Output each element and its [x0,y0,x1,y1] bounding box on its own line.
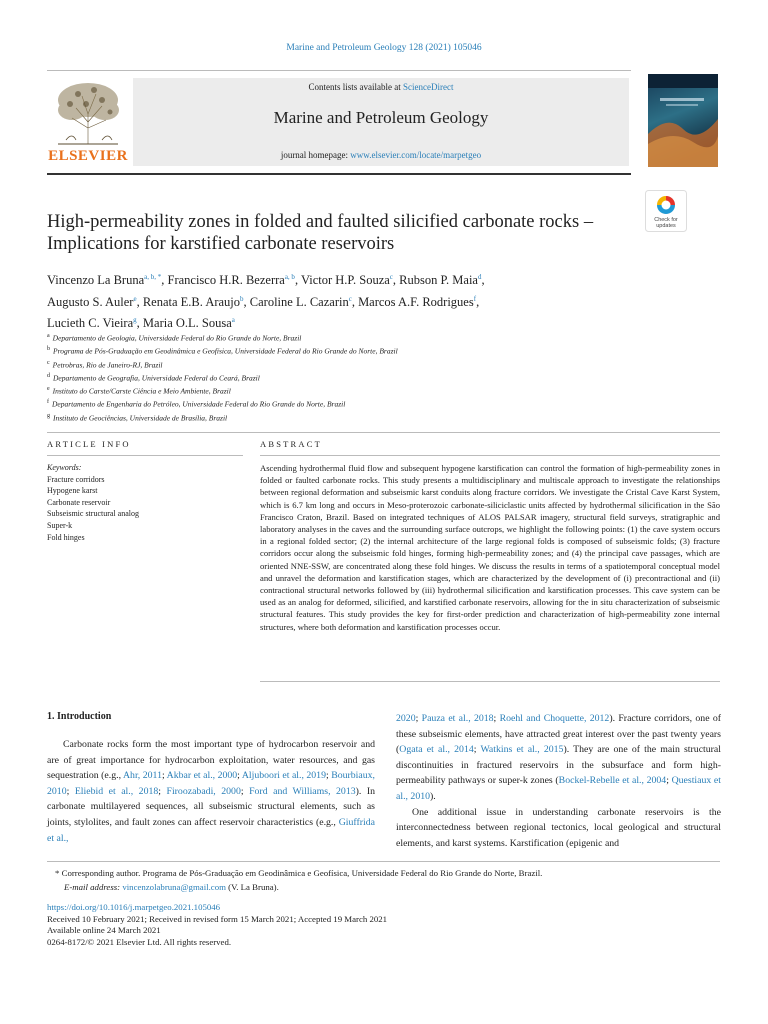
keyword-item: Fold hinges [47,532,85,542]
keywords-block [47,462,247,543]
citation-link[interactable]: Questiaux et al., 2010 [396,775,722,802]
citation-link[interactable]: Ford and Williams, 2013 [249,785,356,797]
corresponding-text: Corresponding author. Programa de Pós-Graduação em Geodinâmica e Geofísica, Universidade Federal do Rio Grande do Norte, Brazil. [61,868,543,878]
affiliation-mark: f [47,399,49,406]
email-line [47,880,727,894]
author-name[interactable]: Augusto S. Auler [47,294,134,309]
introduction-heading: 1. Introduction [47,711,112,722]
author-separator: , [476,294,480,309]
elsevier-wordmark: ELSEVIER [48,148,128,164]
section-rule [47,432,720,433]
affiliation-mark: g [47,412,50,419]
keywords-list [47,474,247,544]
author-affiliation-mark[interactable]: d [477,273,482,281]
author-name[interactable]: Maria O.L. Sousa [142,316,232,331]
tree-icon [48,78,128,148]
paragraph: One additional issue in understanding carbonate reservoirs is the interconnectedness between regional tectonics, local geological and structural elements, and karst systems. Karstification (epigenic and [396,806,721,849]
citation-link[interactable]: Ahr, 2011 [122,770,162,782]
abstract-bottom-rule [260,681,720,682]
citation-link[interactable]: Ogata et al., 2014 [399,744,474,756]
body-text: ; [493,713,500,724]
homepage-link[interactable]: www.elsevier.com/locate/marpetgeo [350,150,482,160]
affiliation-item [47,358,667,371]
abstract-heading: ABSTRACT [260,439,322,449]
author-separator: , [351,294,359,309]
author-list [47,268,667,333]
affiliation-mark: e [47,386,50,393]
affiliation-text: Instituto do Carste/Carste Ciência e Meio Ambiente, Brazil [52,386,231,396]
citation-link[interactable]: Bockel-Rebelle et al., 2004 [558,775,667,787]
body-text: ; [325,770,332,782]
citation-link[interactable]: Akbar et al., 2000 [166,770,238,782]
author-separator: , [392,273,400,288]
affiliation-text: Petrobras, Rio de Janeiro-RJ, Brazil [52,360,163,370]
contents-prefix: Contents lists available at [308,82,403,92]
author-affiliation-mark[interactable]: b [240,294,244,303]
author-name[interactable]: Renata E.B. Araujo [142,294,241,309]
abstract-rule [260,455,720,456]
article-title: High-permeability zones in folded and faulted silicified carbonate rocks – Implications for karstified carbonate reservoirs [47,212,594,254]
article-info-heading: ARTICLE INFO [47,439,131,449]
affiliation-item [47,384,667,397]
header-top-rule [47,70,631,71]
keyword-item: Subseismic structural analog [47,509,139,519]
author-separator: , [294,273,301,288]
keyword-item: Fracture corridors [47,474,105,484]
footnote-rule [47,861,720,862]
affiliation-text: Departamento de Engenharia do Petróleo, Universidade Federal do Rio Grande do Norte, Brazil [52,399,346,409]
body-text: Carbonate rocks form the most important type of hydrocarbon reservoir and are of great importance for hydrocarbon exploitation, water resources, and gas sequestration (e.g., [47,739,375,782]
body-text: ; [240,785,250,797]
body-text: ). [430,790,436,802]
copyright: 0264-8172/© 2021 Elsevier Ltd. All rights reserved. [47,936,232,947]
author-name[interactable]: Vincenzo La Bruna [47,273,145,288]
affiliation-mark: d [47,372,50,379]
author-separator: , [481,273,485,288]
body-text: ). In carbonate multilayered sequences, all subseismic structural elements, such as joints, stylolites, and fault zones can affect reservoir characteristics (e.g., [47,785,376,828]
author-name[interactable]: Caroline L. Cazarin [249,294,349,309]
journal-homepage-line [133,150,629,160]
author-separator: , [161,273,168,288]
body-column-right [396,711,721,851]
crossmark-badge[interactable] [645,190,687,232]
author-affiliation-mark[interactable]: a, b [284,273,295,281]
author-name[interactable]: Victor H.P. Souza [300,273,390,288]
available-online: Available online 24 March 2021 [47,925,161,935]
body-column-left [47,737,375,846]
affiliation-mark: b [47,346,50,353]
author-separator: , [136,316,143,331]
affiliation-mark: c [47,359,50,366]
email-label: E-mail address: [64,882,121,892]
keyword-item: Super-k [47,520,73,530]
author-affiliation-mark[interactable]: f [473,294,477,303]
doi-link[interactable]: https://doi.org/10.1016/j.marpetgeo.2021.105046 [47,902,221,912]
citation-link[interactable]: Aljuboori et al., 2019 [241,770,326,782]
citation-link[interactable]: Firoozabadi, 2000 [166,785,241,797]
corresponding-footnote [47,866,727,894]
journal-title: Marine and Petroleum Geology [273,108,489,127]
citation-link[interactable]: Eliebid et al., 2018 [74,785,159,797]
citation-link[interactable]: Bourbiaux, 2010 [47,770,375,797]
journal-citation[interactable]: Marine and Petroleum Geology 128 (2021) 105046 [286,43,482,53]
author-name[interactable]: Lucieth C. Vieira [47,316,134,331]
body-text: ; [415,713,422,724]
body-text: ; [237,770,242,782]
author-name[interactable]: Rubson P. Maia [399,273,478,288]
abstract-text: Ascending hydrothermal fluid flow and subsequent hypogene karstification can control the formation of high-permeability zones in folded or faulted carbonate rocks. This study presents a multidisciplinary and multiscale approach to investigate the relationships between regional deformation and subseismic karst conduits along fracture corridors. We investigate the Cristal Cave Karst System, which is 6.7 km long and occurs in Meso-proterozoic carbonate-siliciclastic units affected by hydrothermal silicification in the São Francisco Craton, Brazil. Based on integrated techniques of ALOS PALSAR imagery, structural field surveys, stratigraphic and laboratory analyses in the caves and the surrounding surface outcrops, we highlight the following points: (1) the cave system occurs in a regional folded sector; (2) the internal architecture of the large regional folds is composed of subseismic folds; (3) fracture corridors occur along the subseismic fold hinges, forming high-permeability zones; and (4) the principal cave passages, which are oriented NNE-SSW, are concentrated along these fold hinges. We discuss the results in terms of a spatiotemporal conceptual model and unravel the deformation and karstification stages, which are characterized by the development of (i) precontractional and (ii) contractional structural networks followed by (iii) hydrothermal silicification and karstification processes. This cave system can be used as an analog for deformed, silicified, and karstified carbonate reservoirs, allowing for the in situ characterization of subseismic structural features. This study provides the key for first-order prediction and characterization of high-permeability zone internal structures, where both deformation and karstification processes occur. [260,463,720,632]
citation-link[interactable]: Giuffrida et al., [47,816,375,844]
received-dates: Received 10 February 2021; Received in revised form 15 March 2021; Accepted 19 March 2021 [47,913,388,924]
author-affiliation-mark[interactable]: e [133,294,137,303]
author-affiliation-mark[interactable]: a, b, * [144,273,162,281]
author-name[interactable]: Francisco H.R. Bezerra [167,273,285,288]
keyword-item: Carbonate reservoir [47,497,111,507]
author-separator: , [243,294,250,309]
body-text: ; [473,744,481,756]
citation-link[interactable]: Roehl and Choquette, 2012 [499,713,610,724]
affiliation-item [47,371,667,384]
body-text: ). They are one of the main structural discontinuities in fractured reservoirs in the subsurface and form high-permeability pathways or super-k zones ( [396,744,721,787]
body-text: ; [161,770,167,782]
email-suffix: (V. La Bruna). [228,882,279,892]
affiliation-item [47,344,667,357]
body-text: ; [66,785,75,797]
paragraph [47,737,375,846]
affiliation-text: Departamento de Geologia, Universidade Federal do Rio Grande do Norte, Brazil [52,333,302,343]
publication-info [47,902,727,948]
journal-cover-image[interactable] [648,74,718,167]
affiliation-item [47,331,667,344]
affiliation-text: Instituto de Geociências, Universidade de Brasília, Brazil [53,413,228,423]
corresponding-mark: * [55,868,60,878]
affiliation-mark: a [47,333,50,339]
author-affiliation-mark[interactable]: c [389,273,393,281]
affiliation-list [47,331,667,424]
citation-link[interactable]: 2020 [396,713,416,724]
paragraph [396,711,721,805]
author-separator: , [136,294,143,309]
crossmark-label: Check for updates [654,217,678,229]
affiliation-text: Programa de Pós-Graduação em Geodinâmica e Geofísica, Universidade Federal do Rio Grande do Norte, Brazil [53,346,398,356]
author-affiliation-mark[interactable]: a [231,316,235,325]
email-link[interactable]: vincenzolabruna@gmail.com [122,882,226,892]
corresponding-line [47,866,727,880]
author-affiliation-mark[interactable]: c [348,294,352,303]
header-bottom-rule [47,173,631,175]
body-text: ; [158,785,167,797]
author-affiliation-mark[interactable]: g [133,316,137,325]
author-name[interactable]: Marcos A.F. Rodrigues [358,294,474,309]
affiliation-item [47,397,667,410]
keyword-item: Hypogene karst [47,486,98,496]
citation-link[interactable]: Pauza et al., 2018 [421,713,494,724]
article-info-rule [47,455,243,456]
contents-line [133,82,629,92]
sciencedirect-link[interactable]: ScienceDirect [403,82,454,92]
citation-link[interactable]: Watkins et al., 2015 [480,744,564,756]
affiliation-text: Departamento de Geografia, Universidade Federal do Ceará, Brazil [53,373,260,383]
affiliation-item [47,411,667,424]
homepage-prefix: journal homepage: [280,150,351,160]
keywords-label: Keywords: [47,463,82,472]
body-text: ). Fracture corridors, one of these subseismic elements, have attracted great interest over the past twenty years ( [396,713,722,756]
body-text: ; [666,775,672,787]
